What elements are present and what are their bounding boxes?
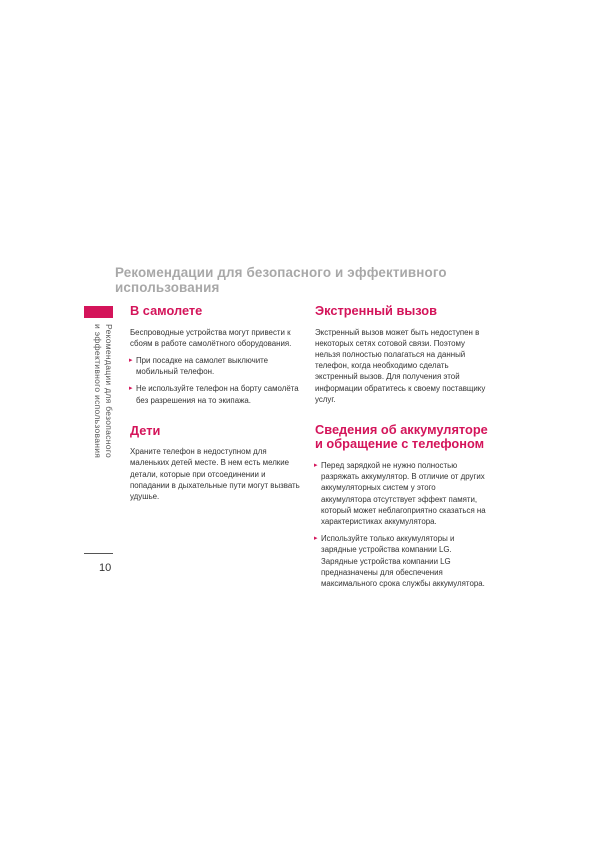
text-line: Зарядные устройства компании LG [321, 556, 451, 566]
text-line: некоторых сетях сотовой связи. Поэтому [315, 338, 465, 348]
vertical-section-label [92, 324, 114, 458]
text-line: характеристиках аккумулятора. [321, 516, 437, 526]
text-line: услуг. [315, 394, 336, 404]
text-line: Экстренный вызов может быть недоступен в [315, 327, 480, 337]
section-marker [84, 306, 113, 318]
list-item [130, 355, 290, 377]
text-line: телефон, когда необходимо сделать [315, 361, 449, 371]
page-number-rule [84, 553, 113, 554]
left-column [130, 303, 300, 502]
text-line: детали, которые при отсоединении и [130, 469, 266, 479]
text-line: экстренный вызов. Для получения этой [315, 372, 460, 382]
text-line: ▸ При посадке на самолет выключите [136, 355, 269, 365]
airplane-paragraph [130, 327, 290, 349]
text-line: сбоям в работе самолётного оборудования. [130, 338, 292, 348]
section-heading-emergency: Экстренный вызов [315, 303, 437, 318]
heading-line: и обращение с телефоном [315, 436, 485, 452]
list-item [130, 383, 299, 405]
heading-line: Сведения об аккумуляторе [315, 421, 488, 437]
text-line: удушье. [130, 492, 160, 502]
section-heading-children: Дети [130, 422, 161, 438]
text-line: без разрешения на то экипажа. [136, 395, 251, 405]
page-title-line: Рекомендации для безопасного и эффективного [115, 265, 447, 280]
text-line: ▸ Не используйте телефон на борту самолёта [136, 384, 299, 394]
battery-bullet-list [315, 460, 485, 589]
page-title-line: использования [115, 280, 220, 295]
text-line: аккумулятора отсутствует эффект памяти, [321, 494, 478, 504]
emergency-paragraph [315, 327, 485, 405]
text-line: ▸ Перед зарядкой не нужно полностью [321, 460, 458, 470]
text-line: предназначены для обеспечения [321, 567, 443, 577]
page-title [115, 265, 495, 295]
airplane-bullet-list [130, 355, 299, 406]
vertical-label-line: Рекомендации для безопасного [104, 324, 114, 459]
text-line: маленьких детей месте. В нем есть мелкие [130, 458, 290, 468]
section-heading-airplane: В самолете [130, 303, 203, 318]
vertical-label-line: и эффективного использования [93, 324, 103, 459]
text-line: попадании в дыхательные пути могут вызвать [130, 480, 300, 490]
section-heading-battery [315, 421, 488, 452]
right-column [315, 303, 488, 589]
list-item [315, 460, 485, 527]
text-line: разряжать аккумулятор. В отличие от других [321, 472, 485, 482]
text-line: который может неблагоприятно сказаться на [321, 505, 486, 515]
text-line: ▸ Используйте только аккумуляторы и [321, 534, 455, 544]
children-paragraph [130, 446, 300, 502]
text-line: аккумуляторных систем у этого [321, 483, 436, 493]
text-line: зарядные устройства компании LG. [321, 545, 452, 555]
text-line: максимального срока службы аккумулятора. [321, 578, 485, 588]
text-line: нельзя полностью полагаться на данный [315, 349, 466, 359]
list-item [315, 533, 485, 589]
text-line: информации обратитесь к своему поставщику [315, 383, 486, 393]
text-line: Беспроводные устройства могут привести к [130, 327, 291, 337]
page-number: 10 [99, 562, 112, 574]
text-line: Храните телефон в недоступном для [130, 447, 267, 457]
text-line: мобильный телефон. [136, 367, 215, 377]
